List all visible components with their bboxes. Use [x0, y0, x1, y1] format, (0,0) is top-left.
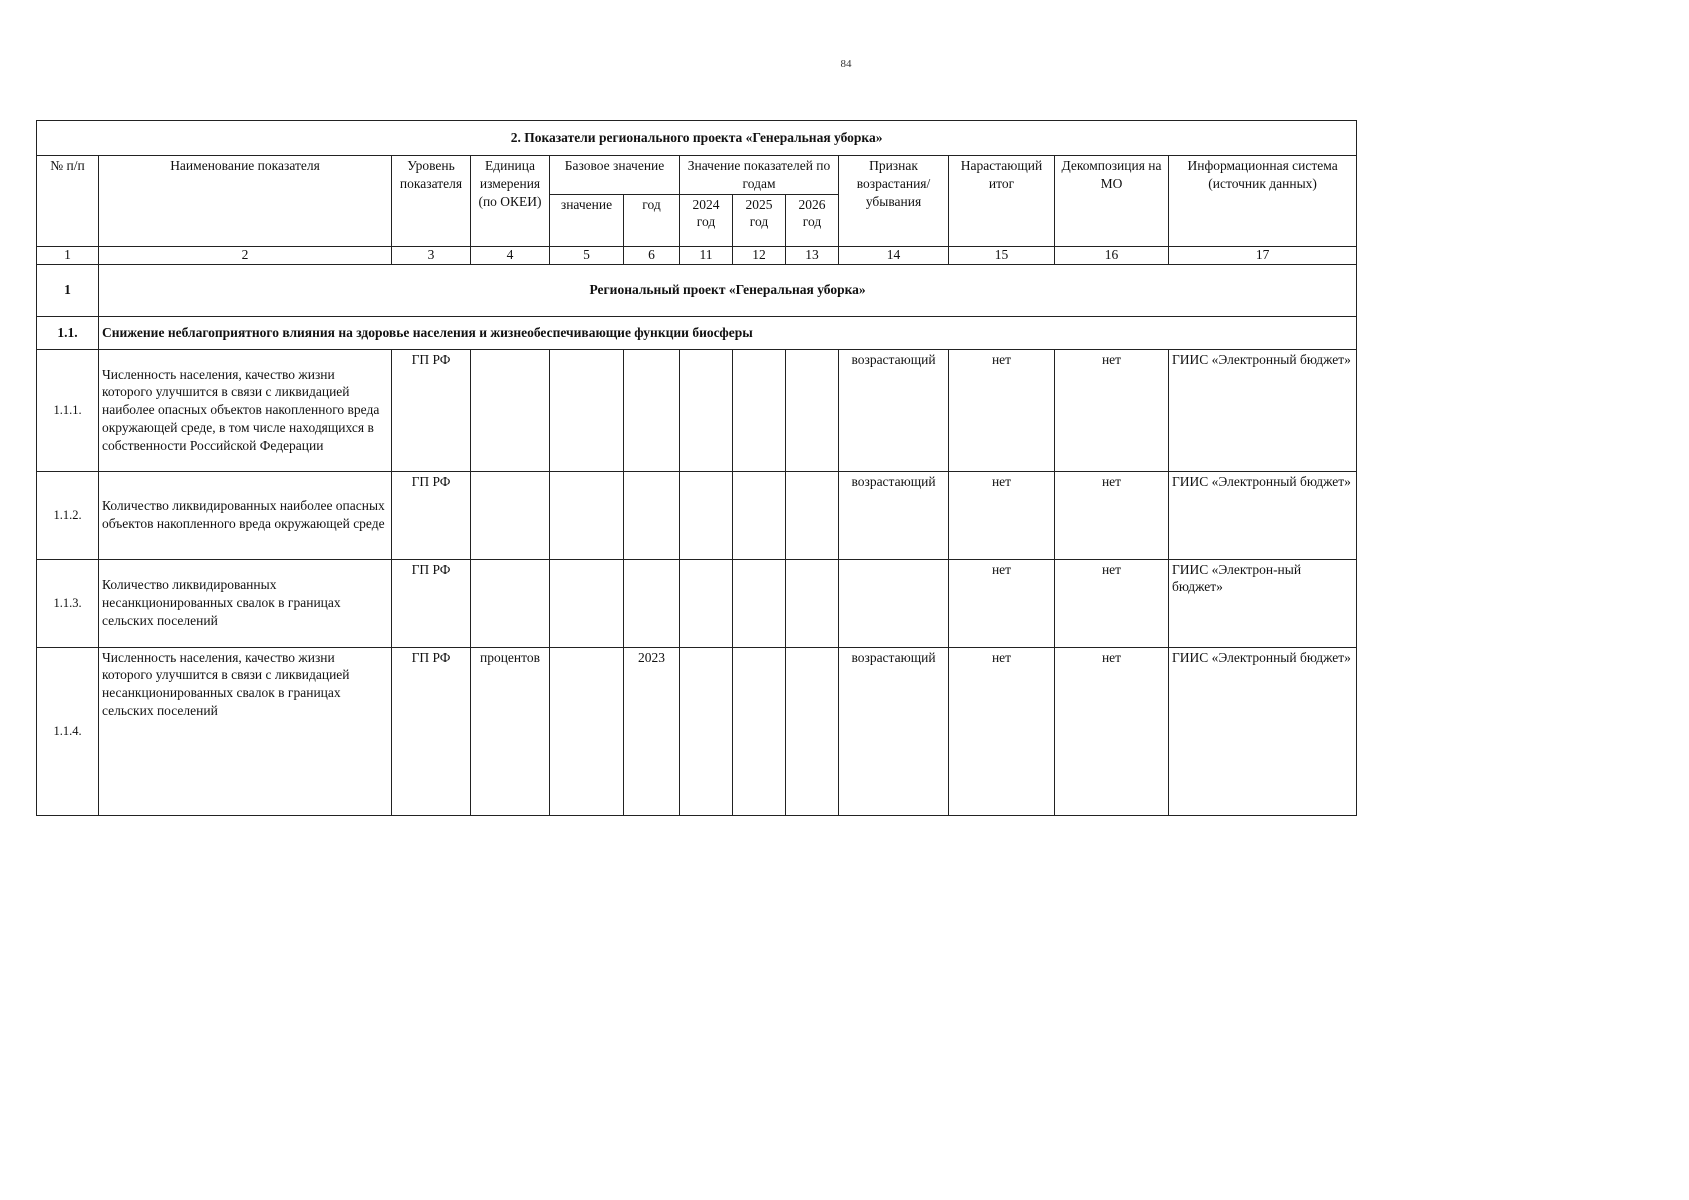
- row-base-year: [624, 349, 680, 471]
- row-base-value: [550, 559, 624, 647]
- row-sign: возрастающий: [839, 349, 949, 471]
- row-2026: [786, 647, 839, 815]
- header-base-value: значение: [550, 194, 624, 246]
- table-row: [37, 559, 1357, 647]
- section-title: Региональный проект «Генеральная уборка»: [99, 264, 1357, 316]
- row-base-value: [550, 349, 624, 471]
- subsection-title: Снижение неблагоприятного влияния на здоровье населения и жизнеобеспечивающие функции биосферы: [99, 316, 1357, 349]
- column-number: 4: [471, 246, 550, 264]
- subsection-num: 1.1.: [37, 316, 99, 349]
- column-number: 6: [624, 246, 680, 264]
- row-2024: [680, 647, 733, 815]
- row-2025: [733, 471, 786, 559]
- row-decomposition: нет: [1055, 647, 1169, 815]
- header-sign: Признак возрастания/ убывания: [839, 156, 949, 247]
- column-number: 12: [733, 246, 786, 264]
- page-number: 84: [840, 58, 852, 70]
- row-2024: [680, 559, 733, 647]
- header-2025: 2025 год: [733, 194, 786, 246]
- row-info-system: ГИИС «Электронный бюджет»: [1169, 349, 1357, 471]
- column-number: 17: [1169, 246, 1357, 264]
- column-number: 1: [37, 246, 99, 264]
- column-number: 16: [1055, 246, 1169, 264]
- header-num: № п/п: [37, 156, 99, 247]
- header-base: Базовое значение: [550, 156, 680, 195]
- row-decomposition: нет: [1055, 471, 1169, 559]
- row-base-value: [550, 471, 624, 559]
- row-2025: [733, 349, 786, 471]
- table-row: [37, 349, 1357, 471]
- row-2024: [680, 471, 733, 559]
- table-row: [37, 471, 1357, 559]
- row-info-system: ГИИС «Электрон-ный бюджет»: [1169, 559, 1357, 647]
- row-2025: [733, 559, 786, 647]
- row-cumulative: нет: [949, 559, 1055, 647]
- row-level: ГП РФ: [392, 559, 471, 647]
- header-base-year: год: [624, 194, 680, 246]
- row-level: ГП РФ: [392, 349, 471, 471]
- subsection-row: [37, 316, 1357, 349]
- row-info-system: ГИИС «Электронный бюджет»: [1169, 647, 1357, 815]
- row-base-year: [624, 559, 680, 647]
- column-number: 11: [680, 246, 733, 264]
- table-row: [37, 647, 1357, 815]
- row-num: 1.1.4.: [37, 647, 99, 815]
- column-number: 15: [949, 246, 1055, 264]
- section-row: [37, 264, 1357, 316]
- row-cumulative: нет: [949, 471, 1055, 559]
- column-number: 14: [839, 246, 949, 264]
- row-num: 1.1.2.: [37, 471, 99, 559]
- row-name: Численность населения, качество жизни которого улучшится в связи с ликвидацией наиболее опасных объектов накопленного вреда окружающей среде, в том числе находящихся в собственности Российской Федерации: [99, 349, 392, 471]
- header-by-years: Значение показателей по годам: [680, 156, 839, 195]
- header-2026: 2026 год: [786, 194, 839, 246]
- row-sign: [839, 559, 949, 647]
- header-unit: Единица измерения (по ОКЕИ): [471, 156, 550, 247]
- row-unit: процентов: [471, 647, 550, 815]
- row-base-year: [624, 471, 680, 559]
- row-2026: [786, 349, 839, 471]
- row-level: ГП РФ: [392, 647, 471, 815]
- header-cumulative: Нарастающий итог: [949, 156, 1055, 247]
- header-level: Уровень показателя: [392, 156, 471, 247]
- section-num: 1: [37, 264, 99, 316]
- row-sign: возрастающий: [839, 647, 949, 815]
- row-sign: возрастающий: [839, 471, 949, 559]
- header-info-system: Информационная система (источник данных): [1169, 156, 1357, 247]
- indicators-table: [36, 120, 1357, 816]
- row-name: Количество ликвидированных несанкционированных свалок в границах сельских поселений: [99, 559, 392, 647]
- row-cumulative: нет: [949, 647, 1055, 815]
- column-number: 13: [786, 246, 839, 264]
- row-base-value: [550, 647, 624, 815]
- row-unit: [471, 349, 550, 471]
- column-number: 2: [99, 246, 392, 264]
- row-base-year: 2023: [624, 647, 680, 815]
- row-unit: [471, 559, 550, 647]
- header-2024: 2024 год: [680, 194, 733, 246]
- row-unit: [471, 471, 550, 559]
- row-decomposition: нет: [1055, 349, 1169, 471]
- row-2025: [733, 647, 786, 815]
- row-name: Количество ликвидированных наиболее опасных объектов накопленного вреда окружающей среде: [99, 471, 392, 559]
- row-2024: [680, 349, 733, 471]
- row-num: 1.1.3.: [37, 559, 99, 647]
- header-name: Наименование показателя: [99, 156, 392, 247]
- row-decomposition: нет: [1055, 559, 1169, 647]
- row-2026: [786, 559, 839, 647]
- row-level: ГП РФ: [392, 471, 471, 559]
- column-numbers-row: [37, 246, 1357, 264]
- row-info-system: ГИИС «Электронный бюджет»: [1169, 471, 1357, 559]
- row-2026: [786, 471, 839, 559]
- row-name: Численность населения, качество жизни которого улучшится в связи с ликвидацией несанкционированных свалок в границах сельских поселений: [99, 647, 392, 815]
- header-decomposition: Декомпозиция на МО: [1055, 156, 1169, 247]
- column-number: 5: [550, 246, 624, 264]
- table-title-row: [37, 121, 1357, 156]
- row-cumulative: нет: [949, 349, 1055, 471]
- column-number: 3: [392, 246, 471, 264]
- table-title: 2. Показатели регионального проекта «Генеральная уборка»: [37, 121, 1357, 156]
- row-num: 1.1.1.: [37, 349, 99, 471]
- header-row-1: [37, 156, 1357, 195]
